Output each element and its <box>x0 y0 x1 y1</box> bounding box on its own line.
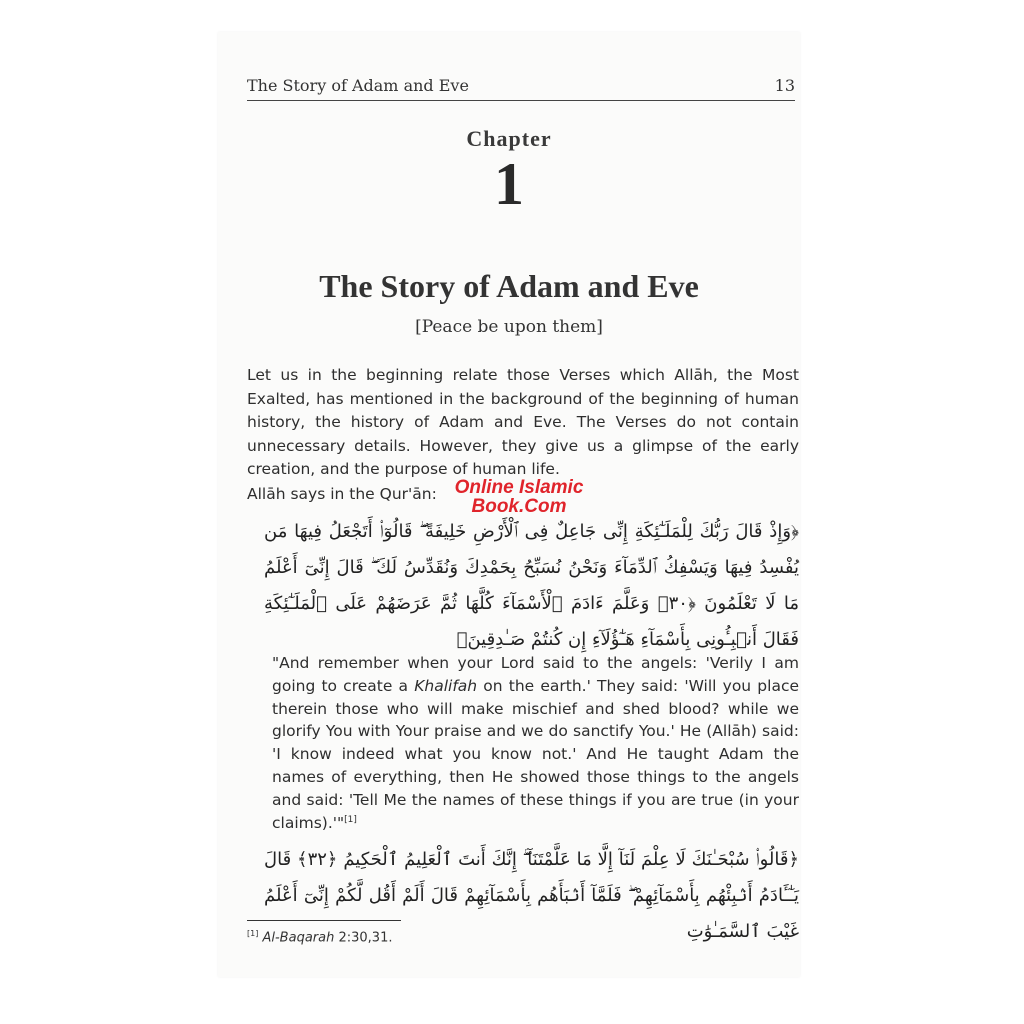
quran-intro-line: Allāh says in the Qur'ān: <box>247 485 437 503</box>
arabic-verse-block-2: ﴿قَالُوا۟ سُبْحَـٰنَكَ لَا عِلْمَ لَنَآ إِلَّا مَا عَلَّمْتَنَآ ۖ إِنَّكَ أَنتَ ٱلْعَلِيمُ ٱلْحَكِيمُ ﴿٣٢﴾ قَالَ يَـٰٓـَٔادَمُ أَنۢبِئْهُم بِأَسْمَآئِهِمْ ۖ فَلَمَّآ أَنۢبَأَهُم بِأَسْمَآئِهِمْ قَالَ أَلَمْ أَقُل لَّكُمْ إِنِّىٓ أَعْلَمُ غَيْبَ ٱلسَّمَـٰوَٰتِ <box>264 849 800 942</box>
chapter-title: The Story of Adam and Eve <box>319 268 699 304</box>
arabic-verse-block-1: ﴿وَإِذْ قَالَ رَبُّكَ لِلْمَلَـٰٓئِكَةِ إِنِّى جَاعِلٌ فِى ٱلْأَرْضِ خَلِيفَةً ۖ قَالُوٓا۟ أَتَجْعَلُ فِيهَا مَن يُفْسِدُ فِيهَا وَيَسْفِكُ ٱلدِّمَآءَ وَنَحْنُ نُسَبِّحُ بِحَمْدِكَ وَنُقَدِّسُ لَكَ ۖ قَالَ إِنِّىٓ أَعْلَمُ مَا لَا تَعْلَمُونَ ﴿٣٠﴾ وَعَلَّمَ ءَادَمَ ٱلْأَسْمَآءَ كُلَّهَا ثُمَّ عَرَضَهُمْ عَلَى ٱلْمَلَـٰٓئِكَةِ فَقَالَ أَنۢبِـُٔونِى بِأَسْمَآءِ هَـٰٓؤُلَآءِ إِن كُنتُمْ صَـٰدِقِينَ﴾ <box>264 521 799 650</box>
chapter-number: 1 <box>494 151 524 217</box>
watermark-line-1: Online Islamic <box>454 477 584 498</box>
translation-text-end: on the earth.' They said: 'Will you place therein those who will make mischief and shed blood? while we glorify You with Your praise and we do sanctify You.' He (Allāh) said: 'I know indeed what you know not.' And He taught Adam the names of everything, then He showed those things to the angels and said: 'Tell Me the names of these things if you are true (in your claims).'" <box>272 676 799 832</box>
page-number: 13 <box>774 76 795 95</box>
footnote <box>247 929 392 945</box>
footnote-source: Al-Baqarah <box>262 930 335 946</box>
footnote-divider <box>247 920 401 921</box>
watermark <box>454 478 584 516</box>
chapter-subtitle: [Peace be upon them] <box>415 317 603 337</box>
chapter-label: Chapter <box>466 126 552 151</box>
book-page <box>218 32 800 977</box>
translation-italic-term: Khalifah <box>414 676 478 695</box>
intro-paragraph: Let us in the beginning relate those Verses which Allāh, the Most Exalted, has mentioned in the background of the beginning of human history, the history of Adam and Eve. The Verses do not contain unnecessary details. However, they give us a glimpse of the early creation, and the purpose of human life. <box>247 366 799 478</box>
translation-text-start: "And remember when your Lord said to the angels: 'Verily I am going to create a <box>272 654 799 695</box>
footnote-reference: 2:30,31. <box>338 930 393 946</box>
running-head <box>247 74 795 101</box>
running-head-title: The Story of Adam and Eve <box>247 76 469 95</box>
watermark-line-2: Book.Com <box>471 496 567 517</box>
verse-translation <box>272 652 799 834</box>
translation-footnote-marker: [1] <box>344 814 357 825</box>
footnote-marker: [1] <box>247 929 259 938</box>
